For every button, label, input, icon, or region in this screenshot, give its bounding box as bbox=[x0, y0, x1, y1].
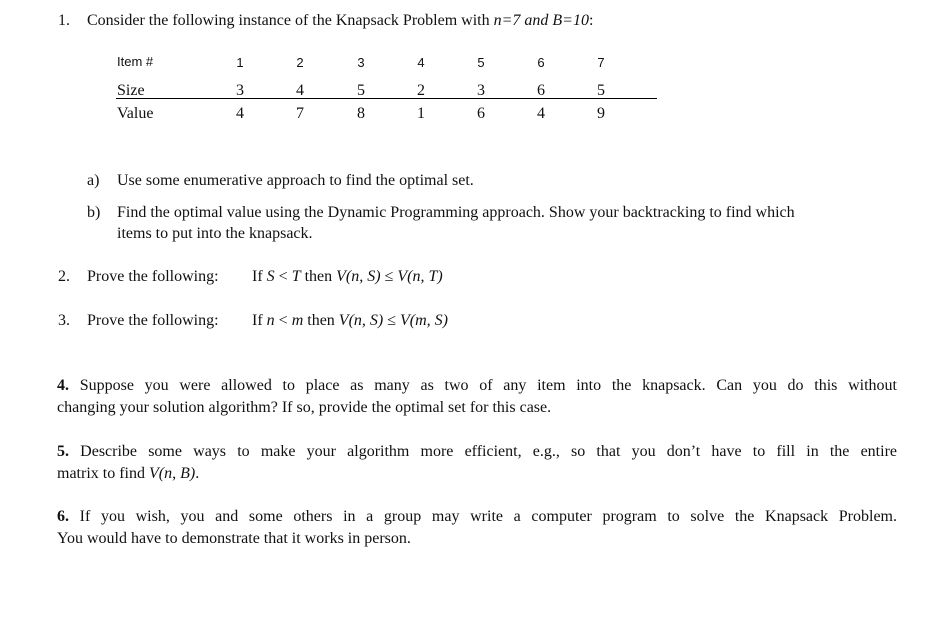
table-header-cell: 3 bbox=[357, 55, 365, 70]
table-cell: 3 bbox=[477, 82, 485, 99]
table-header-cell: 1 bbox=[236, 55, 244, 70]
q2-var-s: S bbox=[266, 268, 275, 285]
q1b-label: b) bbox=[87, 204, 101, 221]
table-cell: 2 bbox=[417, 82, 425, 99]
q3-if: If bbox=[252, 312, 267, 329]
q5-line2-prefix: matrix to find bbox=[57, 465, 149, 482]
q6-line2: You would have to demonstrate that it works in person. bbox=[57, 530, 411, 547]
q6-number: 6. bbox=[57, 508, 69, 525]
q1b-text-line2: items to put into the knapsack. bbox=[117, 225, 313, 242]
table-cell: 6 bbox=[477, 105, 485, 122]
q4-line1-text: Suppose you were allowed to place as many as two of any item into the knapsack. Can you do this without bbox=[79, 377, 897, 394]
q5-line1-text: Describe some ways to make your algorithm more efficient, e.g., so that you don’t have to fill in the entire bbox=[80, 443, 897, 460]
table-cell: 5 bbox=[357, 82, 365, 99]
table-header-cell: 4 bbox=[417, 55, 425, 70]
q1-number: 1. bbox=[58, 12, 70, 29]
q1a-label: a) bbox=[87, 172, 100, 189]
q3-var-m: m bbox=[291, 312, 304, 329]
table-header-cell: 5 bbox=[477, 55, 485, 70]
q4-line2: changing your solution algorithm? If so, provide the optimal set for this case. bbox=[57, 399, 552, 416]
q3-then: then bbox=[303, 312, 339, 329]
q3-lt: < bbox=[274, 312, 292, 329]
table-row-label: Value bbox=[117, 105, 154, 122]
q5-line2 bbox=[57, 463, 897, 485]
q2-number: 2. bbox=[58, 268, 70, 285]
q2-v1: V(n, S) bbox=[336, 268, 381, 285]
q2-then: then bbox=[300, 268, 337, 285]
q3-prefix: Prove the following: bbox=[87, 312, 219, 329]
table-header-cell: 2 bbox=[296, 55, 304, 70]
q2-lt: < bbox=[274, 268, 292, 285]
q5-number: 5. bbox=[57, 443, 69, 460]
table-cell: 7 bbox=[296, 105, 304, 122]
table-cell: 9 bbox=[597, 105, 605, 122]
q3-le: ≤ bbox=[383, 312, 401, 329]
table-cell: 4 bbox=[537, 105, 545, 122]
q2-v2: V(n, T) bbox=[397, 268, 443, 285]
q1-text-suffix: : bbox=[588, 12, 594, 29]
table-header-label: Item # bbox=[117, 54, 154, 69]
table-row-label: Size bbox=[117, 82, 145, 99]
q2-if: If bbox=[252, 268, 267, 285]
q2-prefix: Prove the following: bbox=[87, 268, 219, 285]
q2-statement bbox=[252, 267, 443, 287]
q1-text-prefix: Consider the following instance of the Knapsack Problem with bbox=[87, 12, 494, 29]
q3-var-n: n bbox=[266, 312, 275, 329]
q4-number: 4. bbox=[57, 377, 69, 394]
q3-v1: V(n, S) bbox=[338, 312, 384, 329]
table-cell: 3 bbox=[236, 82, 244, 99]
q2-le: ≤ bbox=[380, 268, 398, 285]
q2-var-t: T bbox=[291, 268, 301, 285]
table-header-cell: 6 bbox=[537, 55, 545, 70]
q6-line1-text: If you wish, you and some others in a group may write a computer program to solve the Knapsack Problem. bbox=[79, 508, 898, 525]
q3-number: 3. bbox=[58, 312, 70, 329]
q3-v2: V(m, S) bbox=[400, 312, 448, 329]
q1-text bbox=[87, 11, 593, 31]
q5-line2-suffix: . bbox=[195, 465, 200, 482]
table-cell: 4 bbox=[296, 82, 304, 99]
table-cell: 6 bbox=[537, 82, 545, 99]
table-divider bbox=[116, 98, 657, 99]
table-cell: 8 bbox=[357, 105, 365, 122]
table-cell: 1 bbox=[417, 105, 425, 122]
table-cell: 5 bbox=[597, 82, 605, 99]
q1a-text: Use some enumerative approach to find the optimal set. bbox=[117, 172, 474, 189]
table-header-cell: 7 bbox=[597, 55, 605, 70]
q5-line2-math: V(n, B) bbox=[148, 465, 196, 482]
q1b-text-line1: Find the optimal value using the Dynamic Programming approach. Show your backtracking to find which bbox=[117, 204, 795, 221]
q3-statement bbox=[252, 311, 448, 331]
table-cell: 4 bbox=[236, 105, 244, 122]
q1-text-math: n=7 and B=10 bbox=[493, 12, 589, 29]
